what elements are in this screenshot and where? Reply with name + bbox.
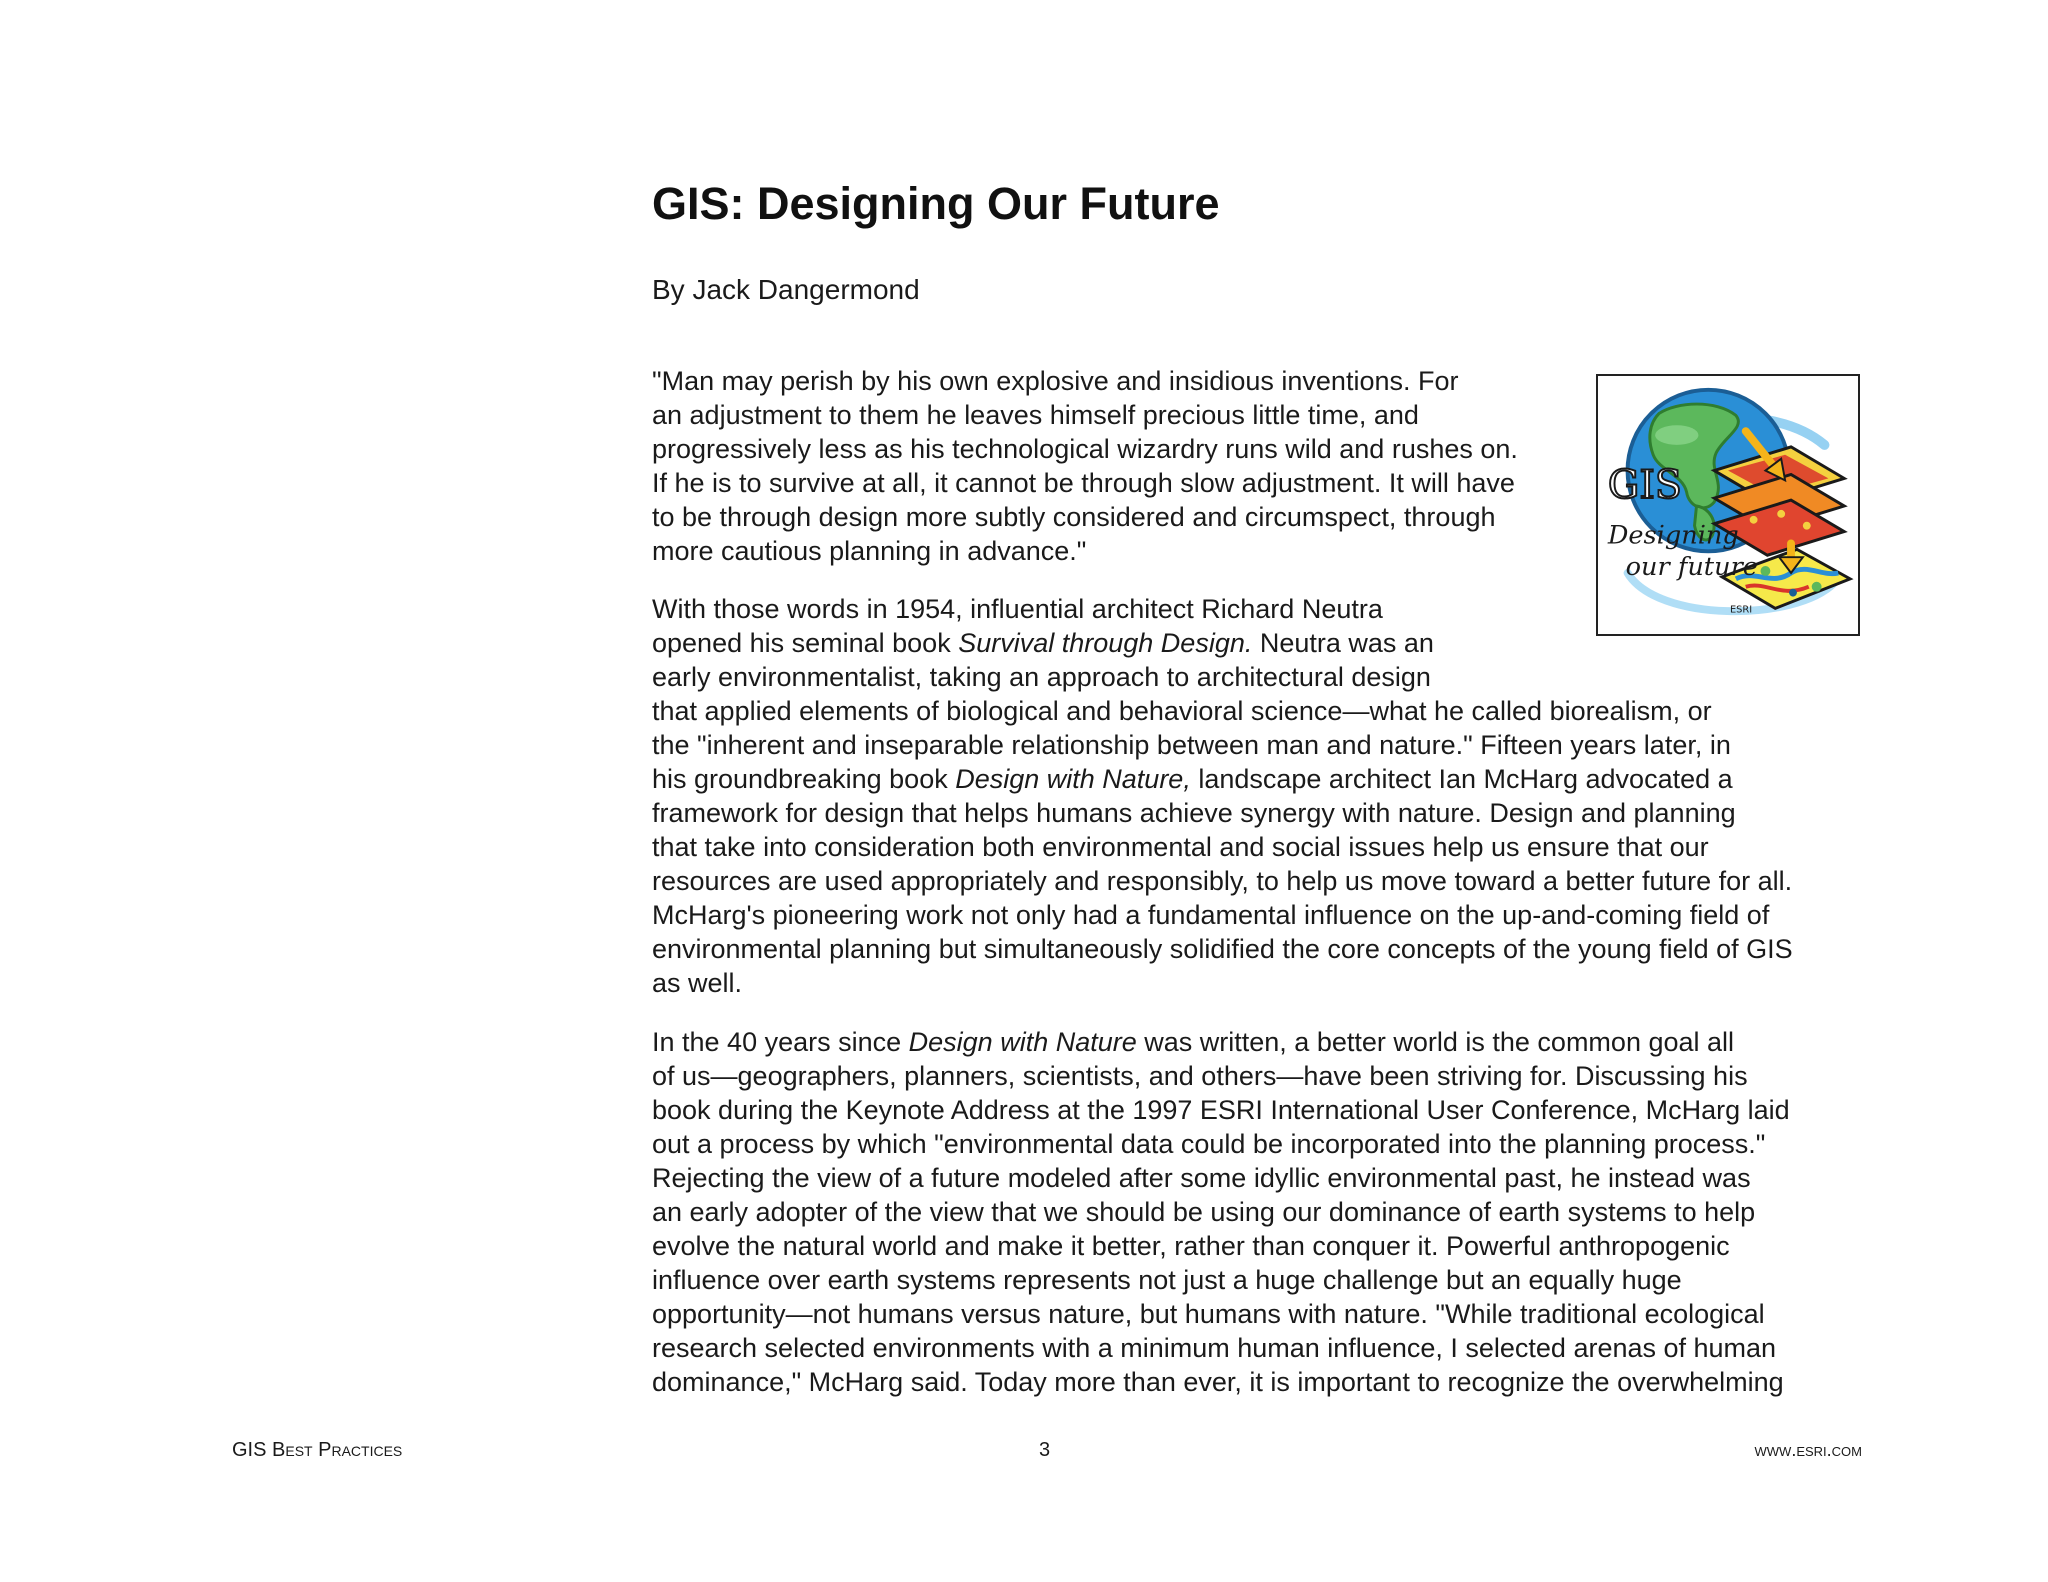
logo-designing-text: Designing <box>1607 520 1739 551</box>
paragraph-line: environmental planning but simultaneously solidified the core concepts of the young field of GIS <box>652 934 1793 964</box>
quote-line: If he is to survive at all, it cannot be through slow adjustment. It will have <box>652 468 1515 498</box>
opening-quote <box>652 364 1518 568</box>
quote-line: progressively less as his technological wizardry runs wild and rushes on. <box>652 434 1518 464</box>
author-byline: By Jack Dangermond <box>652 274 920 305</box>
footer-publication-name: GIS Best Practices <box>232 1439 403 1461</box>
paragraph-line: an early adopter of the view that we should be using our dominance of earth systems to help <box>652 1197 1756 1227</box>
paragraph-line: that applied elements of biological and behavioral science—what he called biorealism, or <box>652 696 1712 726</box>
paragraph-line: In the 40 years since Design with Nature was written, a better world is the common goal all <box>652 1027 1735 1057</box>
paragraph-line: framework for design that helps humans achieve synergy with nature. Design and planning <box>652 798 1736 828</box>
body-paragraph-2 <box>652 1025 1790 1399</box>
gis-globe-map-layers-icon <box>1598 376 1858 634</box>
paragraph-line: resources are used appropriately and responsibly, to help us move toward a better future for all. <box>652 866 1793 896</box>
paragraph-line: that take into consideration both environmental and social issues help us ensure that our <box>652 832 1709 862</box>
paragraph-line: opened his seminal book Survival through Design. Neutra was an <box>652 628 1434 658</box>
paragraph-line: With those words in 1954, influential architect Richard Neutra <box>652 594 1383 624</box>
paragraph-line: opportunity—not humans versus nature, but humans with nature. "While traditional ecological <box>652 1299 1765 1329</box>
logo-gis-text: GIS <box>1607 462 1682 509</box>
paragraph-line: evolve the natural world and make it better, rather than conquer it. Powerful anthropogenic <box>652 1231 1730 1261</box>
body-paragraph-1 <box>652 592 1793 1000</box>
paragraph-line: dominance," McHarg said. Today more than ever, it is important to recognize the overwhelming <box>652 1367 1784 1397</box>
book-title-survival-through-design: Survival through Design. <box>958 628 1253 658</box>
quote-line: to be through design more subtly considered and circumspect, through <box>652 502 1496 532</box>
book-title-design-with-nature: Design with Nature <box>908 1027 1137 1057</box>
paragraph-line: McHarg's pioneering work not only had a fundamental influence on the up-and-coming field of <box>652 900 1770 930</box>
book-title-design-with-nature: Design with Nature, <box>955 764 1191 794</box>
footer-website-link[interactable]: www.esri.com <box>1754 1440 1862 1460</box>
paragraph-line: as well. <box>652 968 743 998</box>
footer-page-number: 3 <box>1039 1439 1051 1461</box>
paragraph-line: early environmentalist, taking an approach to architectural design <box>652 662 1431 692</box>
page-title: GIS: Designing Our Future <box>652 178 1220 229</box>
paragraph-line: of us—geographers, planners, scientists, and others—have been striving for. Discussing his <box>652 1061 1748 1091</box>
paragraph-line: book during the Keynote Address at the 1997 ESRI International User Conference, McHarg laid <box>652 1095 1790 1125</box>
logo-esri-text: ESRI <box>1729 604 1753 616</box>
paragraph-line: influence over earth systems represents not just a huge challenge but an equally huge <box>652 1265 1682 1295</box>
quote-line: more cautious planning in advance." <box>652 536 1087 566</box>
quote-line: an adjustment to them he leaves himself precious little time, and <box>652 400 1419 430</box>
paragraph-line: research selected environments with a minimum human influence, I selected arenas of human <box>652 1333 1777 1363</box>
logo-our-future-text: our future <box>1625 551 1758 582</box>
paragraph-line: out a process by which "environmental data could be incorporated into the planning process." <box>652 1129 1766 1159</box>
paragraph-line: the "inherent and inseparable relationship between man and nature." Fifteen years later, in <box>652 730 1731 760</box>
quote-line: "Man may perish by his own explosive and insidious inventions. For <box>652 366 1459 396</box>
paragraph-line: Rejecting the view of a future modeled after some idyllic environmental past, he instead was <box>652 1163 1751 1193</box>
gis-designing-our-future-logo <box>1596 374 1860 636</box>
paragraph-line: his groundbreaking book Design with Nature, landscape architect Ian McHarg advocated a <box>652 764 1733 794</box>
